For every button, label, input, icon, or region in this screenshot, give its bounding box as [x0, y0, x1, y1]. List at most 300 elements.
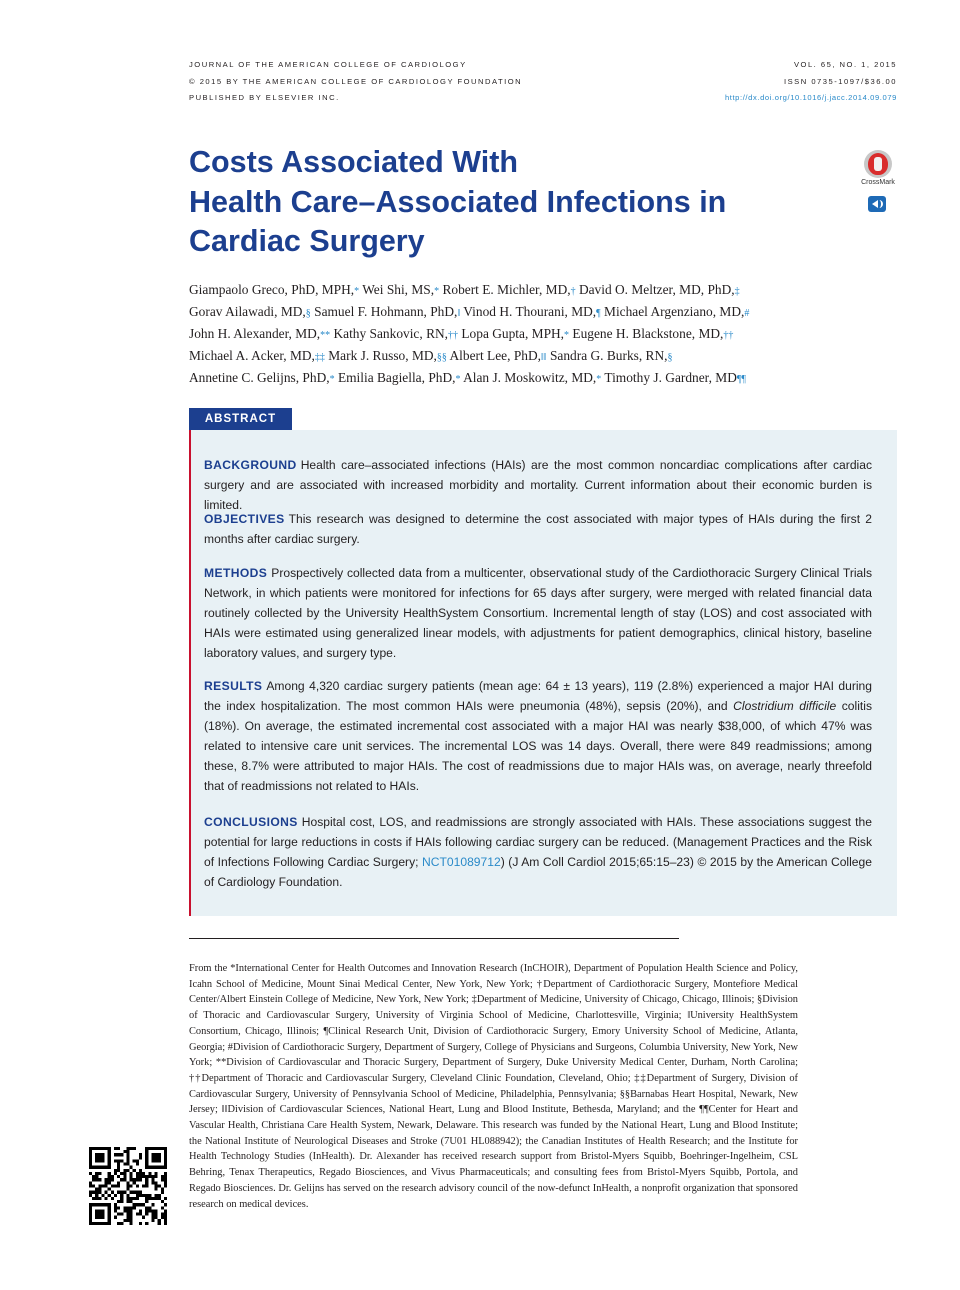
qr-module	[126, 1150, 129, 1153]
qr-module	[161, 1175, 164, 1178]
title-line-3: Cardiac Surgery	[189, 224, 425, 258]
qr-module	[164, 1203, 167, 1206]
qr-module	[114, 1209, 117, 1212]
qr-module	[164, 1181, 167, 1184]
qr-module	[133, 1159, 136, 1162]
abstract-results	[204, 676, 872, 796]
author-name: Giampaolo Greco, PhD, MPH,	[189, 282, 355, 297]
qr-module	[126, 1200, 129, 1203]
qr-module	[114, 1216, 117, 1219]
qr-module	[126, 1206, 129, 1209]
qr-module	[117, 1200, 120, 1203]
qr-module	[164, 1219, 167, 1222]
qr-module	[164, 1216, 167, 1219]
qr-module	[136, 1194, 139, 1197]
qr-module	[95, 1188, 98, 1191]
section-text: Among 4,320 cardiac surgery patients (mean age: 64 ± 13 years), 119 (2.8%) experienced a major HAI during the index hospitalization. The most common HAIs were pneumonia (48%), sepsis (20%), and	[204, 679, 872, 713]
qr-module	[117, 1181, 120, 1184]
qr-module	[111, 1175, 114, 1178]
author-line	[189, 368, 899, 390]
author-name: Gorav Ailawadi, MD,	[189, 304, 306, 319]
audio-summary-icon[interactable]	[868, 196, 886, 212]
qr-module	[136, 1175, 139, 1178]
qr-module	[155, 1209, 158, 1212]
qr-module	[126, 1213, 129, 1216]
qr-module	[114, 1194, 117, 1197]
qr-module	[130, 1222, 133, 1225]
qr-module	[133, 1181, 136, 1184]
qr-module	[117, 1153, 120, 1156]
qr-module	[95, 1197, 98, 1200]
section-text: colitis (18%). On average, the estimated incremental cost associated with a major HAI was nearly $38,000, of which 47% was related to intensive care unit services. The incremental LOS was 14 days. Overall, there were 849 readmissions; among these, 8.7% were attributed to major HAIs. The cost of readmissions due to major HAIs was, on average, nearly threefold that of readmissions not related to HAIs.	[204, 699, 872, 793]
qr-module	[164, 1197, 167, 1200]
author-name: Annetine C. Gelijns, PhD,	[189, 370, 330, 385]
qr-module	[117, 1147, 120, 1150]
qr-module	[142, 1194, 145, 1197]
qr-module	[145, 1200, 148, 1203]
author-name: Michael Argenziano, MD,	[600, 304, 745, 319]
affiliation-mark[interactable]: ¶¶	[736, 374, 746, 385]
affiliation-mark[interactable]: ¶	[596, 308, 601, 319]
qr-module	[148, 1206, 151, 1209]
qr-module	[98, 1197, 101, 1200]
qr-module	[161, 1216, 164, 1219]
section-heading: BACKGROUND	[204, 458, 297, 472]
qr-module	[139, 1203, 142, 1206]
affiliation-mark[interactable]: §	[305, 308, 311, 319]
abstract-label: ABSTRACT	[189, 408, 292, 430]
crossmark-label: CrossMark	[861, 179, 895, 186]
qr-module	[133, 1203, 136, 1206]
author-line	[189, 346, 899, 368]
qr-module	[126, 1209, 129, 1212]
qr-module	[123, 1163, 126, 1166]
qr-module	[145, 1178, 148, 1181]
qr-module	[142, 1203, 145, 1206]
qr-module	[145, 1181, 148, 1184]
masthead-right	[725, 57, 897, 107]
affiliation-mark[interactable]: *	[455, 374, 461, 385]
qr-module	[105, 1178, 108, 1181]
qr-module	[92, 1197, 95, 1200]
qr-module	[145, 1194, 148, 1197]
qr-module	[105, 1184, 108, 1187]
qr-module	[123, 1206, 126, 1209]
qr-module	[151, 1213, 154, 1216]
qr-module	[126, 1156, 129, 1159]
qr-module	[111, 1178, 114, 1181]
qr-module	[89, 1194, 92, 1197]
qr-module	[123, 1169, 126, 1172]
masthead-left	[189, 57, 522, 107]
qr-module	[101, 1194, 104, 1197]
affiliation-mark[interactable]: ††	[723, 330, 734, 341]
qr-module	[123, 1172, 126, 1175]
journal-name: JOURNAL OF THE AMERICAN COLLEGE OF CARDIOLOGY	[189, 60, 467, 69]
title-line-1: Costs Associated With	[189, 145, 519, 179]
author-name: Kathy Sankovic, RN,	[330, 326, 449, 341]
qr-module	[148, 1175, 151, 1178]
qr-code-icon	[89, 1147, 167, 1225]
abstract-methods	[204, 563, 872, 663]
qr-module	[133, 1206, 136, 1209]
qr-module	[145, 1222, 148, 1225]
qr-module	[95, 1153, 104, 1162]
section-heading: OBJECTIVES	[204, 512, 285, 526]
qr-module	[139, 1172, 142, 1175]
qr-module	[98, 1172, 101, 1175]
qr-module	[136, 1178, 139, 1181]
qr-module	[139, 1194, 142, 1197]
crossmark-badge[interactable]	[858, 150, 898, 190]
qr-module	[95, 1194, 98, 1197]
qr-module	[148, 1194, 151, 1197]
qr-module	[139, 1213, 142, 1216]
qr-module	[136, 1197, 139, 1200]
qr-module	[133, 1197, 136, 1200]
article-title	[189, 143, 829, 262]
qr-module	[123, 1209, 126, 1212]
qr-module	[117, 1191, 120, 1194]
qr-module	[117, 1213, 120, 1216]
qr-module	[95, 1209, 104, 1218]
publisher-line: PUBLISHED BY ELSEVIER INC.	[189, 93, 340, 102]
section-text-italic: Clostridium difficile	[733, 699, 837, 713]
qr-module	[161, 1206, 164, 1209]
author-name: Sandra G. Burks, RN,	[546, 348, 668, 363]
qr-module	[130, 1209, 133, 1212]
qr-module	[130, 1147, 133, 1150]
qr-module	[158, 1194, 161, 1197]
qr-module	[139, 1169, 142, 1172]
author-name: Lopa Gupta, MPH,	[458, 326, 565, 341]
qr-module	[130, 1184, 133, 1187]
qr-module	[114, 1147, 117, 1150]
qr-module	[136, 1191, 139, 1194]
qr-module	[164, 1184, 167, 1187]
author-name: Robert E. Michler, MD,	[439, 282, 571, 297]
qr-module	[164, 1213, 167, 1216]
qr-module	[123, 1175, 126, 1178]
section-heading: RESULTS	[204, 679, 263, 693]
affiliation-mark[interactable]: *	[329, 374, 335, 385]
qr-module	[126, 1197, 129, 1200]
qr-module	[130, 1213, 133, 1216]
qr-module	[145, 1213, 148, 1216]
qr-module	[151, 1181, 154, 1184]
qr-module	[151, 1197, 154, 1200]
qr-module	[151, 1209, 154, 1212]
qr-module	[130, 1166, 133, 1169]
qr-module	[139, 1153, 142, 1156]
affiliation-mark[interactable]: ‖	[457, 308, 461, 319]
qr-module	[117, 1175, 120, 1178]
author-name: Emilia Bagiella, PhD,	[334, 370, 456, 385]
author-list	[189, 280, 899, 390]
qr-module	[155, 1184, 158, 1187]
qr-module	[117, 1222, 120, 1225]
qr-module	[151, 1203, 154, 1206]
affiliation-mark[interactable]: ‡	[734, 286, 740, 297]
qr-module	[92, 1191, 95, 1194]
qr-module	[161, 1213, 164, 1216]
qr-module	[105, 1197, 108, 1200]
qr-module	[155, 1197, 158, 1200]
affiliation-mark[interactable]: *	[434, 286, 440, 297]
qr-module	[114, 1153, 117, 1156]
qr-module	[114, 1203, 117, 1206]
qr-module	[92, 1175, 95, 1178]
qr-module	[136, 1184, 139, 1187]
qr-module	[139, 1175, 142, 1178]
qr-module	[158, 1197, 161, 1200]
qr-module	[164, 1172, 167, 1175]
qr-module	[123, 1178, 126, 1181]
doi-link[interactable]: http://dx.doi.org/10.1016/j.jacc.2014.09.079	[724, 93, 897, 102]
qr-module	[126, 1194, 129, 1197]
volume-info: VOL. 65, NO. 1, 2015	[793, 60, 897, 69]
qr-module	[120, 1172, 123, 1175]
issn-info: ISSN 0735-1097/$36.00	[784, 76, 897, 86]
affiliation-mark[interactable]: *	[596, 374, 602, 385]
qr-module	[148, 1197, 151, 1200]
author-name: Albert Lee, PhD,	[446, 348, 541, 363]
affiliation-mark[interactable]: ††	[448, 330, 459, 341]
qr-module	[120, 1194, 123, 1197]
qr-module	[105, 1181, 108, 1184]
qr-module	[142, 1175, 145, 1178]
qr-module	[155, 1194, 158, 1197]
abstract-conclusions	[204, 812, 872, 892]
qr-module	[111, 1197, 114, 1200]
qr-module	[139, 1178, 142, 1181]
qr-module	[108, 1188, 111, 1191]
qr-module	[120, 1200, 123, 1203]
qr-module	[161, 1188, 164, 1191]
qr-module	[101, 1184, 104, 1187]
qr-module	[133, 1178, 136, 1181]
qr-module	[117, 1206, 120, 1209]
qr-module	[98, 1188, 101, 1191]
affiliation-mark[interactable]: #	[744, 308, 750, 319]
trial-registry-link[interactable]: NCT01089712	[422, 855, 501, 869]
qr-module	[151, 1175, 154, 1178]
qr-module	[133, 1147, 136, 1150]
qr-module	[108, 1194, 111, 1197]
qr-module	[155, 1213, 158, 1216]
qr-module	[158, 1184, 161, 1187]
qr-module	[145, 1175, 148, 1178]
qr-module	[145, 1197, 148, 1200]
qr-module	[151, 1219, 154, 1222]
author-name: Eugene H. Blackstone, MD,	[569, 326, 724, 341]
qr-module	[120, 1191, 123, 1194]
qr-module	[164, 1175, 167, 1178]
qr-module	[108, 1178, 111, 1181]
author-name: Wei Shi, MS,	[359, 282, 435, 297]
qr-module	[126, 1216, 129, 1219]
qr-module	[161, 1191, 164, 1194]
qr-module	[126, 1169, 129, 1172]
crossmark-icon	[864, 150, 892, 178]
qr-module	[117, 1166, 120, 1169]
qr-module	[98, 1184, 101, 1187]
qr-module	[145, 1184, 148, 1187]
qr-module	[114, 1159, 117, 1162]
qr-module	[155, 1175, 158, 1178]
qr-module	[89, 1184, 92, 1187]
qr-module	[155, 1181, 158, 1184]
qr-module	[148, 1209, 151, 1212]
qr-module	[98, 1178, 101, 1181]
author-name: John H. Alexander, MD,	[189, 326, 321, 341]
affiliation-mark[interactable]: *	[354, 286, 360, 297]
qr-module	[151, 1216, 154, 1219]
qr-module	[136, 1163, 139, 1166]
qr-module	[130, 1206, 133, 1209]
author-name: Mark J. Russo, MD,	[324, 348, 437, 363]
qr-module	[136, 1203, 139, 1206]
section-text: Hospital cost, LOS, and readmissions are strongly associated with HAIs. These associations suggest the potential for large reductions in costs if HAIs following cardiac surgery can be reduced. (Management Practices and the Risk of Infections Following Cardiac Surgery;	[204, 815, 872, 869]
author-name: David O. Meltzer, MD, PhD,	[575, 282, 735, 297]
qr-module	[139, 1222, 142, 1225]
author-name: Samuel F. Hohmann, PhD,	[310, 304, 458, 319]
qr-module	[164, 1178, 167, 1181]
qr-module	[105, 1191, 108, 1194]
qr-module	[120, 1153, 123, 1156]
qr-module	[148, 1172, 151, 1175]
copyright-line: © 2015 BY THE AMERICAN COLLEGE OF CARDIOLOGY FOUNDATION	[189, 76, 523, 86]
author-name: Alan J. Moskowitz, MD,	[460, 370, 597, 385]
qr-module	[139, 1156, 142, 1159]
qr-module	[117, 1159, 120, 1162]
qr-module	[133, 1169, 136, 1172]
qr-module	[139, 1191, 142, 1194]
qr-module	[130, 1197, 133, 1200]
qr-module	[130, 1216, 133, 1219]
qr-module	[136, 1213, 139, 1216]
qr-module	[117, 1163, 120, 1166]
qr-module	[136, 1159, 139, 1162]
qr-module	[158, 1219, 161, 1222]
section-heading: CONCLUSIONS	[204, 815, 298, 829]
qr-module	[130, 1219, 133, 1222]
qr-module	[155, 1188, 158, 1191]
section-text: ) (J Am Coll Cardiol 2015;65:15–23) © 2015 by the American College of Cardiology Foundation.	[204, 855, 872, 889]
qr-module	[161, 1200, 164, 1203]
affiliation-mark[interactable]: **	[320, 330, 331, 341]
qr-module	[108, 1175, 111, 1178]
qr-module	[126, 1159, 129, 1162]
qr-module	[158, 1222, 161, 1225]
qr-module	[130, 1200, 133, 1203]
qr-module	[126, 1219, 129, 1222]
qr-module	[130, 1175, 133, 1178]
affiliation-mark[interactable]: §§	[436, 352, 447, 363]
qr-module	[89, 1191, 92, 1194]
qr-module	[120, 1159, 123, 1162]
qr-module	[142, 1172, 145, 1175]
section-text: Health care–associated infections (HAIs) are the most common noncardiac complications after cardiac surgery and are associated with increased morbidity and mortality. Current information about their economic burden is limited.	[204, 458, 872, 512]
qr-module	[123, 1219, 126, 1222]
affiliation-mark[interactable]: ‖‖	[540, 352, 547, 363]
qr-module	[114, 1172, 117, 1175]
qr-module	[142, 1184, 145, 1187]
author-line	[189, 324, 899, 346]
affiliation-mark[interactable]: *	[564, 330, 570, 341]
title-line-2: Health Care–Associated Infections in	[189, 184, 727, 219]
qr-module	[120, 1213, 123, 1216]
qr-module	[151, 1178, 154, 1181]
qr-module	[133, 1191, 136, 1194]
qr-module	[145, 1206, 148, 1209]
qr-module	[114, 1206, 117, 1209]
qr-module	[95, 1191, 98, 1194]
qr-module	[92, 1184, 95, 1187]
qr-module	[111, 1191, 114, 1194]
qr-module	[123, 1191, 126, 1194]
section-text: This research was designed to determine the cost associated with major types of HAIs during the first 2 months after cardiac surgery.	[204, 512, 872, 546]
author-line	[189, 302, 899, 324]
author-name: Timothy J. Gardner, MD	[601, 370, 737, 385]
qr-module	[108, 1172, 111, 1175]
qr-module	[92, 1178, 95, 1181]
abstract-background	[204, 455, 872, 515]
qr-module	[139, 1209, 142, 1212]
qr-module	[95, 1175, 98, 1178]
qr-module	[126, 1184, 129, 1187]
qr-module	[117, 1169, 120, 1172]
qr-module	[95, 1178, 98, 1181]
author-line	[189, 280, 899, 302]
qr-module	[161, 1178, 164, 1181]
qr-module	[111, 1184, 114, 1187]
qr-module	[145, 1209, 148, 1212]
author-name: Vinod H. Thourani, MD,	[460, 304, 597, 319]
footnote-divider	[189, 938, 679, 939]
qr-module	[120, 1222, 123, 1225]
qr-module	[155, 1172, 158, 1175]
qr-module	[142, 1216, 145, 1219]
qr-module	[95, 1172, 98, 1175]
qr-module	[126, 1153, 129, 1156]
qr-module	[108, 1181, 111, 1184]
qr-module	[120, 1197, 123, 1200]
qr-module	[164, 1209, 167, 1212]
qr-module	[130, 1191, 133, 1194]
section-text: Prospectively collected data from a multicenter, observational study of the Cardiothoracic Surgery Clinical Trials Network, in which patients were monitored for infections for 65 days after surgery, were merged with related financial data routinely collected by the University HealthSystem Consortium. Incremental length of stay (LOS) and cost associated with HAIs were estimated using generalized linear models, with adjustments for patient demographics, clinical history, baseline laboratory values, and surgery type.	[204, 566, 872, 660]
qr-module	[126, 1163, 129, 1166]
qr-module	[126, 1188, 129, 1191]
affiliation-mark[interactable]: §	[667, 352, 673, 363]
qr-module	[130, 1172, 133, 1175]
affiliation-mark[interactable]: ‡‡	[314, 352, 325, 363]
qr-module	[123, 1150, 126, 1153]
affiliations-footnote: From the *International Center for Health Outcomes and Innovation Research (InCHOIR), Department of Population Health Science and Policy, Icahn School of Medicine, Mount Sinai Medical Center, New York, New York; †Department of Cardiothoracic Surgery, Montefiore Medical Center/Albert Einstein College of Medicine, New York, New York; ‡Department of Medicine, University of Chicago, Chicago, Illinois; §Division of Thoracic and Cardiovascular Surgery, University of Virginia School of Medicine, Charlottesville, Virginia; ‖University HealthSystem Consortium, Chicago, Illinois; ¶Clinical Research Unit, Division of Cardiothoracic Surgery, Emory University School of Medicine, Atlanta, Georgia; #Division of Cardiothoracic Surgery, Department of Surgery, College of Physicians and Surgeons, Columbia University, New York, New York; **Division of Cardiovascular and Thoracic Surgery, Department of Surgery, Duke University Medical Center, Durham, North Carolina; ††Department of Thoracic and Cardiovascular Surgery, Cleveland Clinic Foundation, Cleveland, Ohio; ‡‡Department of Surgery, Division of Cardiovascular Surgery, University of Pennsylvania School of Medicine, Philadelphia, Pennsylvania; §§Barnabas Heart Hospital, Newark, New Jersey; ‖‖Division of Cardiovascular Sciences, National Heart, Lung and Blood Institute, Bethesda, Maryland; and the ¶¶Center for Heart and Vascular Health, Christiana Care Health System, Newark, Delaware. This research was funded by the National Heart, Lung and Blood Institute; the National Institute of Neurological Diseases and Stroke (7U01 HL088942); the Canadian Institutes of Health Research; and the Institute for Health Technology Studies (InHealth). Dr. Alexander has received research support from Bristol-Myers Squibb, Boehringer-Ingelheim, CSL Behring, Tenax Therapeutics, Regado Biosciences, and Vivus Pharmaceuticals; and consulting fees from Bristol-Myers Squibb, Portola, and Regado Biosciences. Dr. Gelijns has served on the research advisory council of the now-defunct InHealth, a nonprofit organization that sponsored research on medical devices.	[189, 963, 798, 1210]
qr-module	[136, 1172, 139, 1175]
qr-module	[120, 1178, 123, 1181]
author-name: Michael A. Acker, MD,	[189, 348, 315, 363]
qr-module	[114, 1169, 117, 1172]
qr-module	[89, 1181, 92, 1184]
section-heading: METHODS	[204, 566, 268, 580]
qr-module	[151, 1153, 160, 1162]
affiliation-mark[interactable]: †	[570, 286, 576, 297]
qr-module	[126, 1147, 129, 1150]
qr-module	[126, 1181, 129, 1184]
qr-module	[89, 1172, 92, 1175]
qr-module	[130, 1178, 133, 1181]
